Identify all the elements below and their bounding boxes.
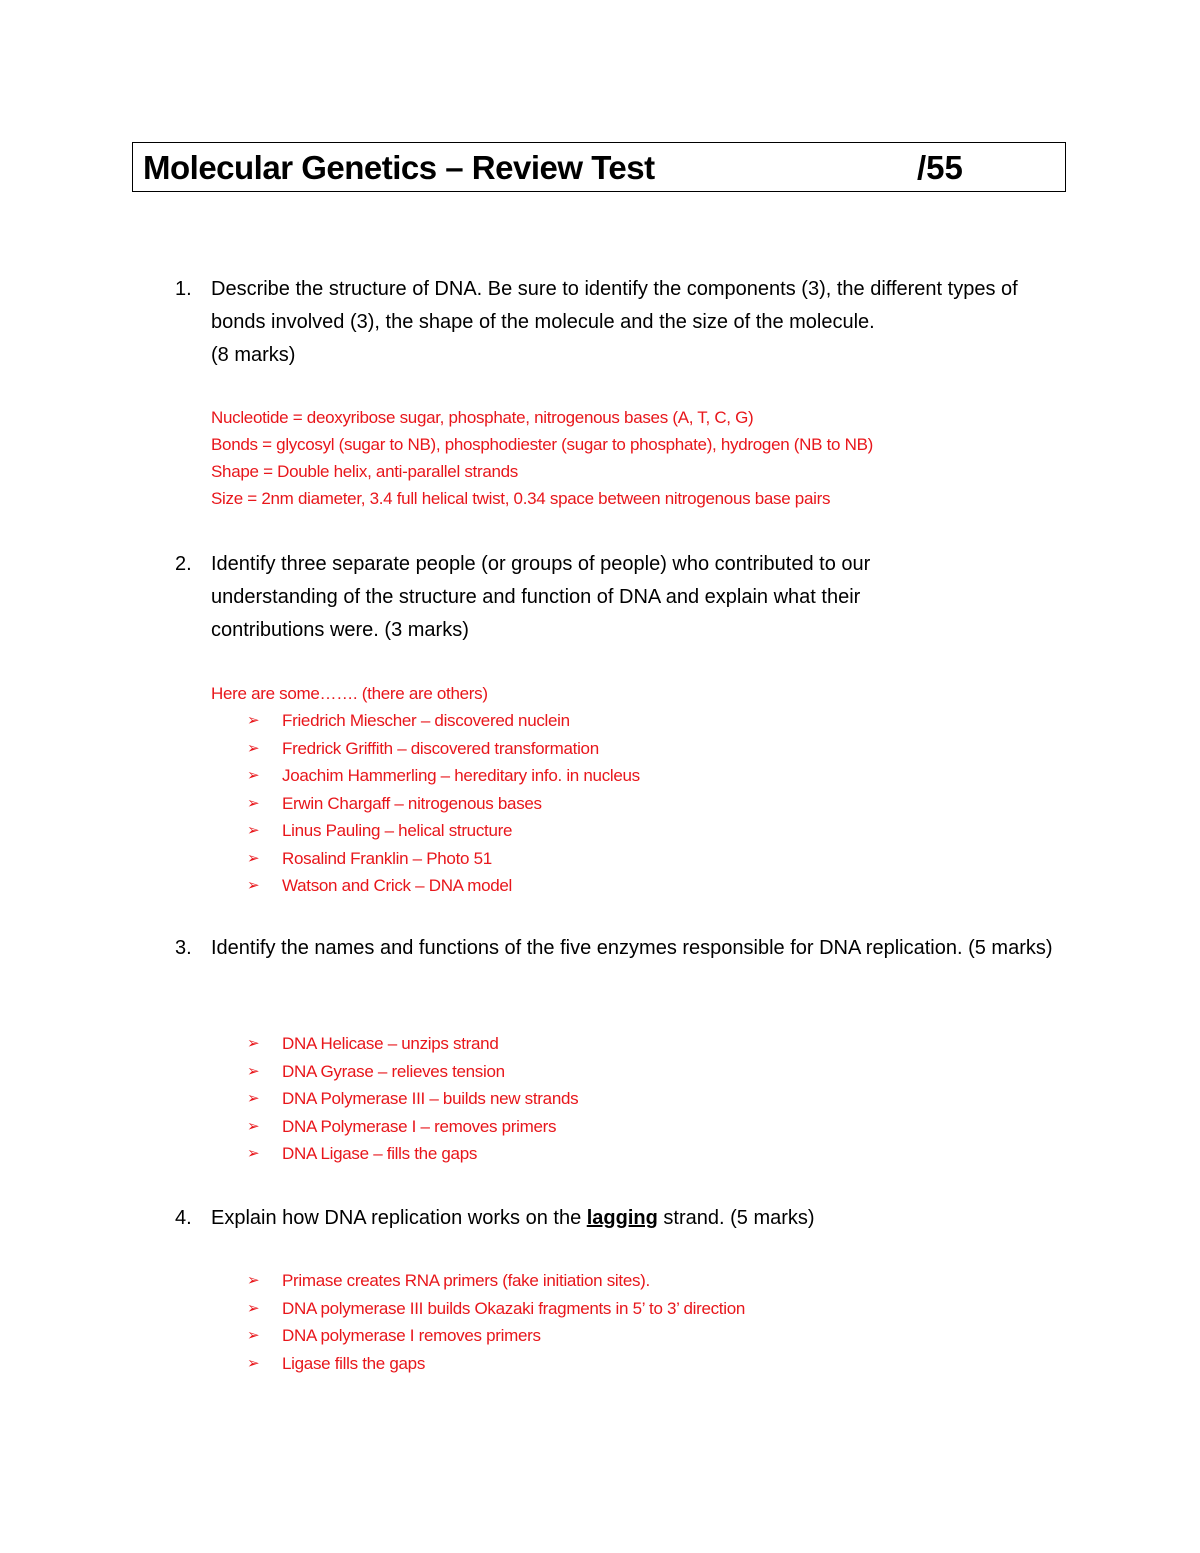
list-item: ➢ DNA polymerase III builds Okazaki fragments in 5’ to 3’ direction [247, 1295, 745, 1323]
arrow-bullet-icon: ➢ [247, 1354, 260, 1372]
question-number: 1. [175, 278, 192, 300]
list-item: ➢ Friedrich Miescher – discovered nuclein [247, 707, 640, 735]
arrow-bullet-icon: ➢ [247, 1062, 260, 1080]
question-text-after: strand. (5 marks) [657, 1207, 815, 1229]
list-item: ➢ DNA Gyrase – relieves tension [247, 1058, 578, 1086]
arrow-bullet-icon: ➢ [247, 767, 260, 784]
question-1 [175, 273, 1075, 372]
arrow-bullet-icon: ➢ [247, 822, 260, 839]
question-marks: (8 marks) [211, 344, 296, 366]
question-number: 4. [175, 1207, 192, 1229]
arrow-bullet-icon: ➢ [247, 712, 260, 729]
arrow-bullet-icon: ➢ [247, 1117, 260, 1135]
list-item: ➢ DNA Ligase – fills the gaps [247, 1140, 578, 1168]
question-text: Identify the names and functions of the five enzymes responsible for DNA replication. (5 marks) [211, 937, 1053, 959]
arrow-bullet-icon: ➢ [247, 849, 260, 867]
arrow-bullet-icon: ➢ [247, 1272, 260, 1289]
question-text-emphasis: lagging [586, 1207, 658, 1229]
list-item: ➢ DNA polymerase I removes primers [247, 1322, 745, 1350]
list-item: ➢ Rosalind Franklin – Photo 51 [247, 845, 640, 873]
arrow-bullet-icon: ➢ [247, 1090, 260, 1107]
list-item: ➢ Linus Pauling – helical structure [247, 817, 640, 845]
question-3 [175, 932, 1075, 965]
question-text: Describe the structure of DNA. Be sure to identify the components (3), the different types of bonds involved (3), the shape of the molecule and the size of the molecule. [211, 278, 1018, 333]
page-title: Molecular Genetics – Review Test [143, 149, 655, 186]
list-item: ➢ Erwin Chargaff – nitrogenous bases [247, 790, 640, 818]
arrow-bullet-icon: ➢ [247, 1327, 260, 1344]
answer-2-list [247, 707, 640, 900]
list-item: ➢ DNA Polymerase I – removes primers [247, 1113, 578, 1141]
arrow-bullet-icon: ➢ [247, 794, 260, 812]
arrow-bullet-icon: ➢ [247, 877, 260, 894]
arrow-bullet-icon: ➢ [247, 1035, 260, 1052]
arrow-bullet-icon: ➢ [247, 1145, 260, 1162]
list-item: ➢ DNA Helicase – unzips strand [247, 1030, 578, 1058]
answer-line: Nucleotide = deoxyribose sugar, phosphate, nitrogenous bases (A, T, C, G) [211, 408, 754, 427]
list-item: ➢ DNA Polymerase III – builds new strands [247, 1085, 578, 1113]
list-item: ➢ Fredrick Griffith – discovered transformation [247, 735, 640, 763]
list-item: ➢ Primase creates RNA primers (fake initiation sites). [247, 1267, 745, 1295]
answer-4-list [247, 1267, 745, 1377]
list-item: ➢ Joachim Hammerling – hereditary info. in nucleus [247, 762, 640, 790]
answer-3-list [247, 1030, 578, 1168]
answer-2-intro: Here are some……. (there are others) [211, 684, 488, 703]
question-text-before: Explain how DNA replication works on the [211, 1207, 587, 1229]
question-4 [175, 1202, 1075, 1235]
total-score: /55 [917, 149, 963, 186]
answer-line: Bonds = glycosyl (sugar to NB), phosphodiester (sugar to phosphate), hydrogen (NB to NB) [211, 435, 873, 454]
question-text: Identify three separate people (or groups of people) who contributed to our understanding of the structure and function of DNA and explain what their contributions were. (3 marks) [211, 553, 871, 641]
question-number: 3. [175, 937, 192, 959]
answer-line: Shape = Double helix, anti-parallel strands [211, 462, 518, 481]
arrow-bullet-icon: ➢ [247, 739, 260, 757]
question-number: 2. [175, 553, 192, 575]
title-box [132, 142, 1066, 192]
list-item: ➢ Watson and Crick – DNA model [247, 872, 640, 900]
answer-1 [211, 404, 873, 512]
question-2 [175, 548, 955, 647]
list-item: ➢ Ligase fills the gaps [247, 1350, 745, 1378]
arrow-bullet-icon: ➢ [247, 1299, 260, 1317]
answer-line: Size = 2nm diameter, 3.4 full helical twist, 0.34 space between nitrogenous base pairs [211, 489, 831, 508]
